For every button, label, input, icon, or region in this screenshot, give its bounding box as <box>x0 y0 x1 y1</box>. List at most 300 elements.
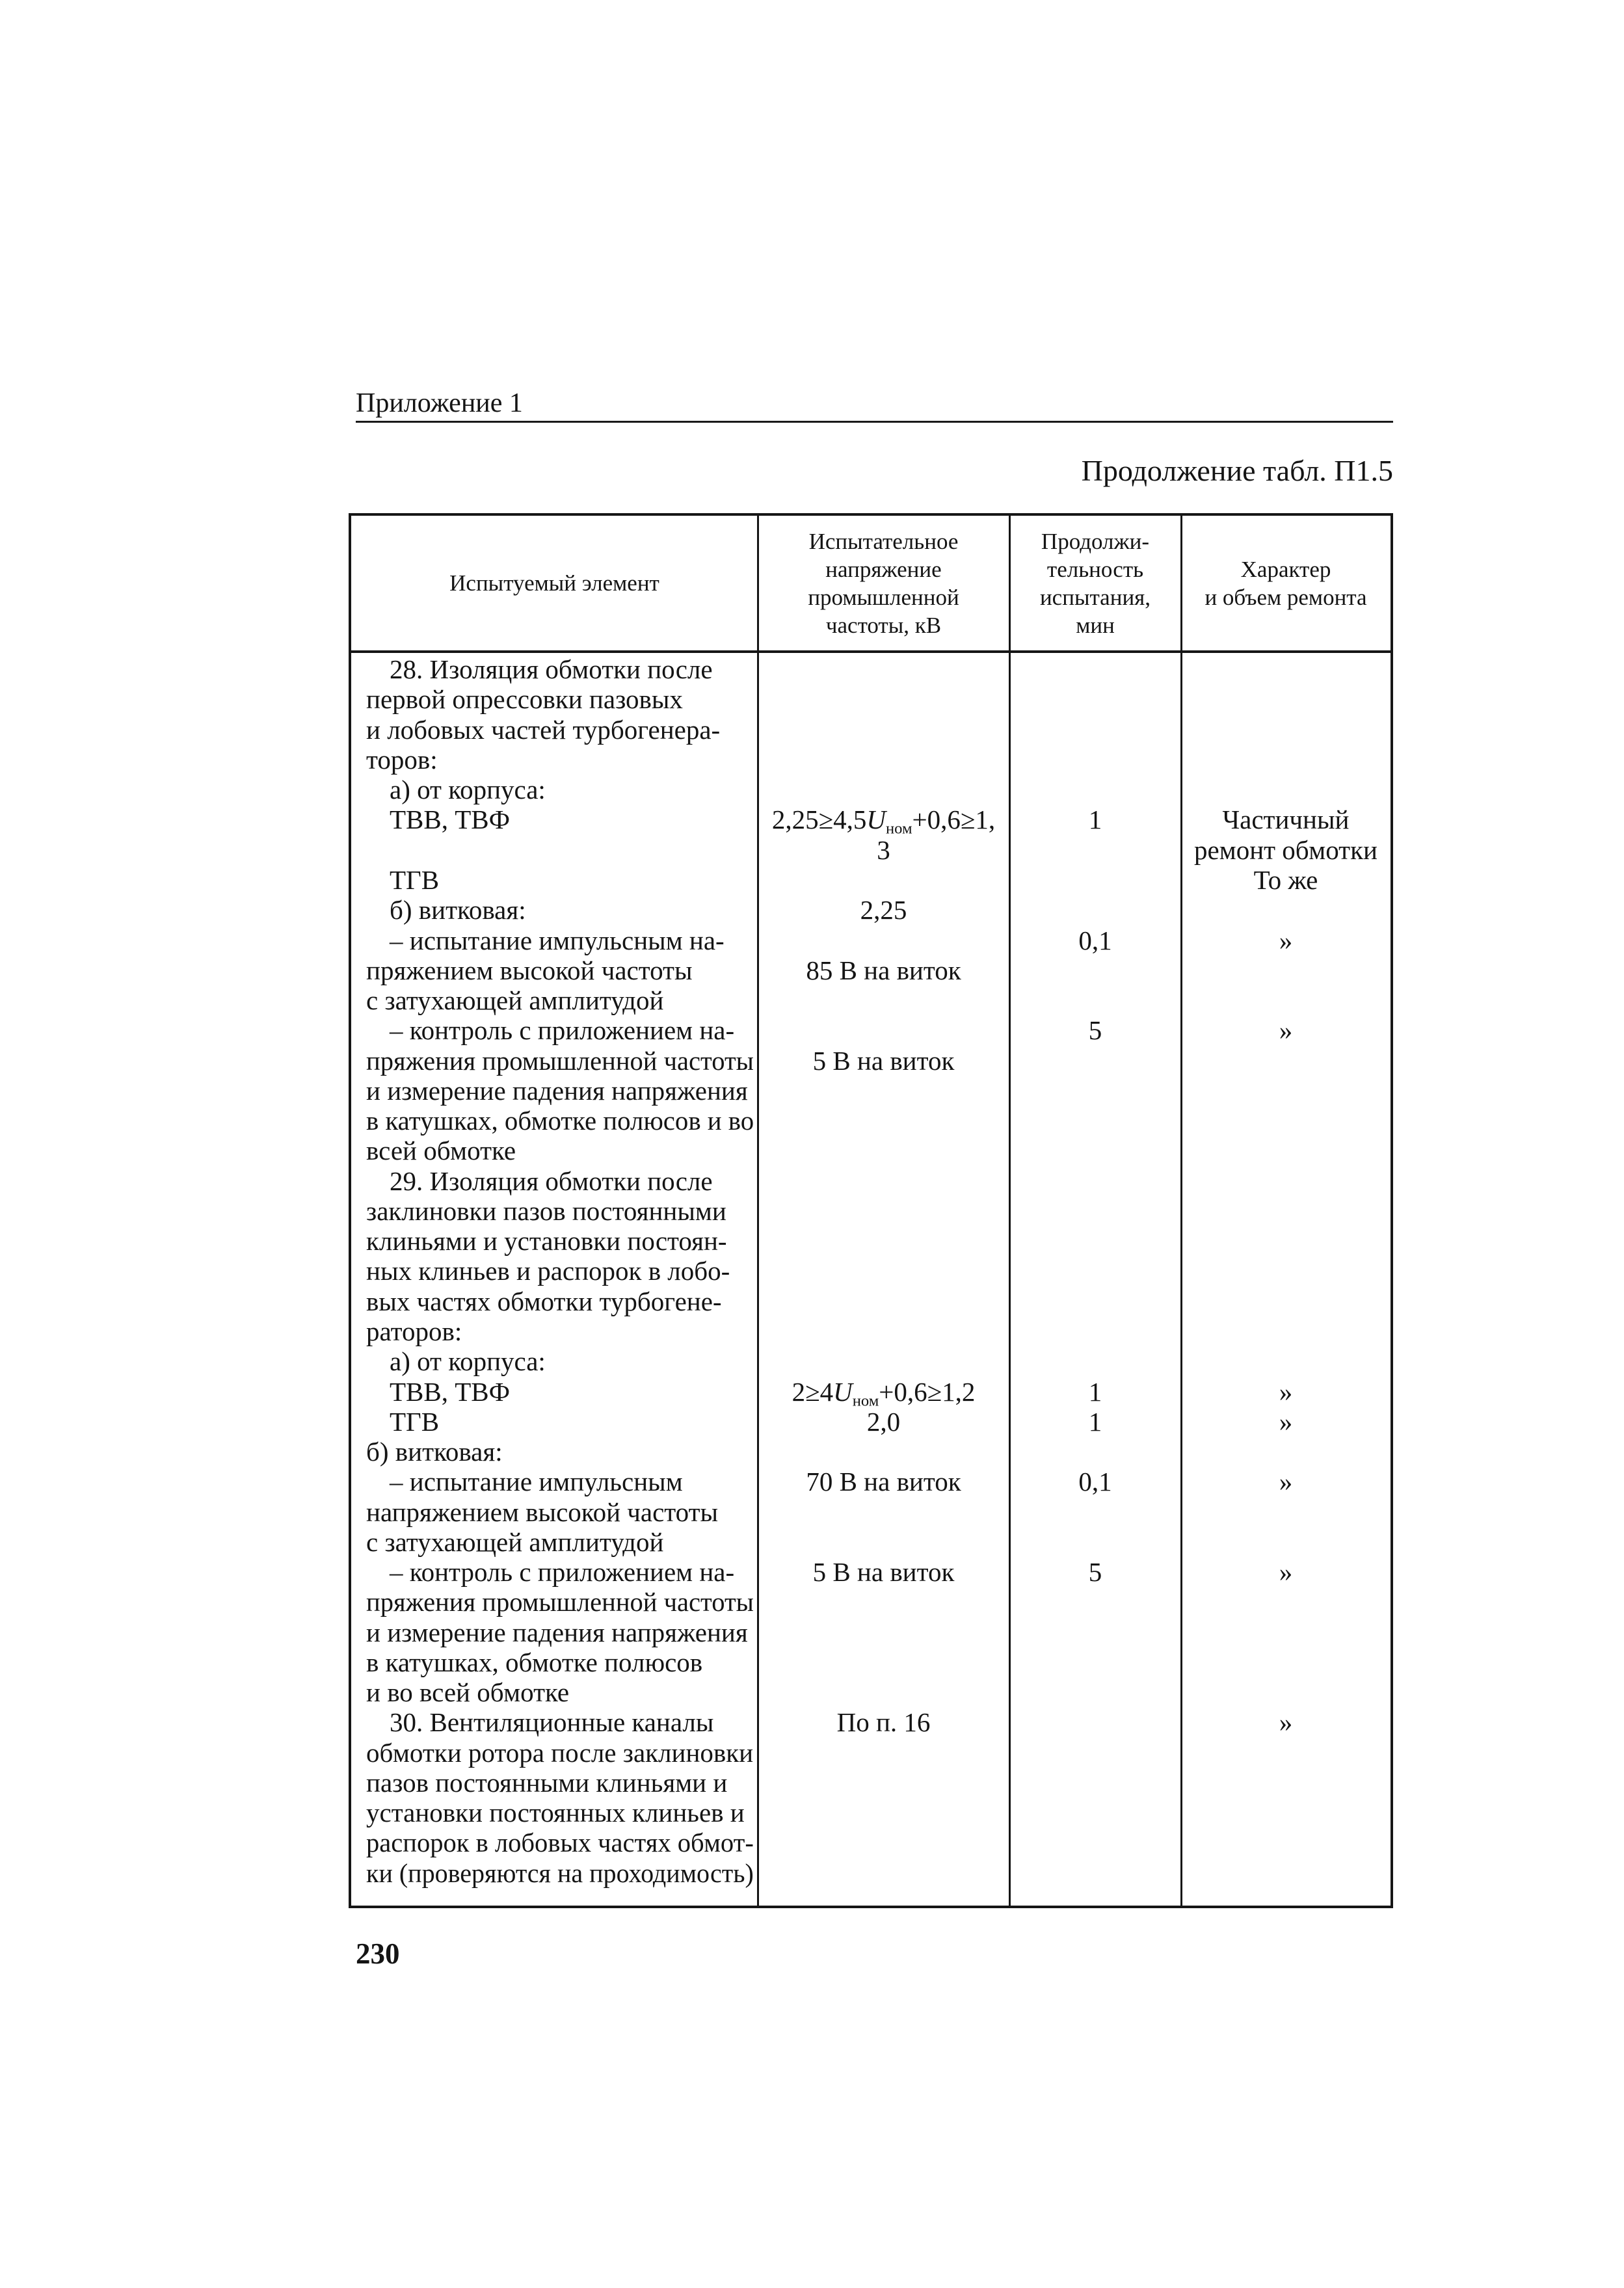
element-cell <box>351 1557 758 1587</box>
voltage-text: 85 В на виток <box>806 955 961 985</box>
table-line <box>351 1858 1391 1888</box>
element-cell <box>351 1738 758 1768</box>
element-text: пряжения промышленной частоты <box>366 1587 754 1617</box>
element-text: пряжения промышленной частоты <box>366 1045 754 1076</box>
header-voltage <box>758 516 1009 650</box>
duration-cell <box>1009 895 1181 925</box>
repair-text: » <box>1279 1406 1293 1437</box>
table-line <box>351 1617 1391 1647</box>
repair-cell <box>1181 1647 1391 1677</box>
element-text: – испытание импульсным <box>390 1467 683 1497</box>
table-header-row <box>351 516 1391 653</box>
voltage-text: 5 В на виток <box>812 1557 955 1588</box>
element-cell <box>351 985 758 1015</box>
table-line <box>351 1076 1391 1106</box>
element-text: заклиновки пазов постоянными <box>366 1195 726 1226</box>
duration-text: 1 <box>1088 1376 1102 1407</box>
duration-text: 1 <box>1088 1406 1102 1437</box>
repair-cell <box>1181 1587 1391 1617</box>
table-line <box>351 1226 1391 1256</box>
table-line <box>351 1768 1391 1798</box>
element-cell <box>351 1497 758 1526</box>
table-line <box>351 775 1391 805</box>
voltage-cell <box>758 1407 1009 1437</box>
duration-cell <box>1009 1136 1181 1165</box>
table-line <box>351 1647 1391 1677</box>
duration-cell <box>1009 684 1181 714</box>
table-line <box>351 1497 1391 1526</box>
repair-cell <box>1181 865 1391 895</box>
duration-cell <box>1009 955 1181 985</box>
duration-cell <box>1009 1376 1181 1406</box>
duration-cell <box>1009 1196 1181 1226</box>
repair-cell <box>1181 1166 1391 1196</box>
element-cell <box>351 715 758 745</box>
voltage-cell <box>758 1196 1009 1226</box>
voltage-cell <box>758 1437 1009 1467</box>
repair-cell <box>1181 1497 1391 1526</box>
voltage-cell <box>758 1798 1009 1828</box>
voltage-text: 5 В на виток <box>812 1045 955 1076</box>
voltage-cell <box>758 1076 1009 1106</box>
table-line <box>351 1256 1391 1286</box>
duration-cell <box>1009 1346 1181 1376</box>
header-line: частоты, кВ <box>825 612 942 638</box>
table-line <box>351 1376 1391 1409</box>
header-rule <box>356 421 1393 423</box>
duration-cell <box>1009 1166 1181 1196</box>
header-line: напряжение <box>825 556 942 582</box>
repair-cell <box>1181 1106 1391 1136</box>
element-cell <box>351 684 758 714</box>
table-line <box>351 1527 1391 1557</box>
element-cell <box>351 1798 758 1828</box>
column-divider <box>757 516 759 1906</box>
element-text: – контроль с приложением на- <box>390 1015 735 1046</box>
element-cell <box>351 1467 758 1497</box>
element-text: с затухающей амплитудой <box>366 1526 664 1557</box>
duration-cell <box>1009 1557 1181 1587</box>
duration-cell <box>1009 1828 1181 1857</box>
duration-cell <box>1009 1798 1181 1828</box>
repair-cell <box>1181 1407 1391 1437</box>
element-text: раторов: <box>366 1316 462 1346</box>
voltage-text: 2,0 <box>866 1406 901 1437</box>
repair-cell <box>1181 745 1391 775</box>
voltage-cell <box>758 684 1009 714</box>
repair-cell <box>1181 1045 1391 1075</box>
voltage-text <box>771 805 996 838</box>
voltage-cell <box>758 1647 1009 1677</box>
voltage-cell <box>758 805 1009 838</box>
voltage-cell <box>758 745 1009 775</box>
voltage-cell <box>758 865 1009 895</box>
element-text: в катушках, обмотке полюсов и во <box>366 1106 754 1136</box>
voltage-cell <box>758 1587 1009 1617</box>
element-cell <box>351 1768 758 1798</box>
table-line <box>351 805 1391 838</box>
duration-cell <box>1009 715 1181 745</box>
element-text: ТВВ, ТВФ <box>390 1376 511 1407</box>
repair-cell <box>1181 1738 1391 1768</box>
voltage-cell <box>758 1226 1009 1256</box>
voltage-cell <box>758 985 1009 1015</box>
voltage-cell <box>758 1738 1009 1768</box>
voltage-cell <box>758 1467 1009 1497</box>
repair-text: То же <box>1253 864 1318 895</box>
repair-cell <box>1181 1768 1391 1798</box>
table-line <box>351 1045 1391 1075</box>
element-cell <box>351 1828 758 1857</box>
element-text: клиньями и установки постоян- <box>366 1226 727 1257</box>
repair-text: » <box>1279 925 1293 955</box>
table-line <box>351 1828 1391 1857</box>
voltage-cell <box>758 1106 1009 1136</box>
element-cell <box>351 1076 758 1106</box>
duration-cell <box>1009 1045 1181 1075</box>
element-cell <box>351 1587 758 1617</box>
element-text: всей обмотке <box>366 1136 516 1166</box>
voltage-cell <box>758 1527 1009 1557</box>
repair-cell <box>1181 955 1391 985</box>
table-line <box>351 715 1391 745</box>
element-text: пряжением высокой частоты <box>366 955 693 985</box>
duration-cell <box>1009 985 1181 1015</box>
header-line: Характер <box>1240 556 1331 582</box>
voltage-cell <box>758 1256 1009 1286</box>
element-text: б) витковая: <box>390 895 526 925</box>
table-line <box>351 1196 1391 1226</box>
header-line: промышленной <box>808 584 959 610</box>
table-line <box>351 1286 1391 1316</box>
duration-cell <box>1009 1076 1181 1106</box>
header-line: испытания, <box>1039 584 1151 610</box>
voltage-cell <box>758 1346 1009 1376</box>
element-cell <box>351 835 758 865</box>
repair-cell <box>1181 1798 1391 1828</box>
table-line <box>351 1738 1391 1768</box>
element-text: ТВВ, ТВФ <box>390 805 511 835</box>
voltage-cell <box>758 1045 1009 1075</box>
element-text: вых частях обмотки турбогене- <box>366 1286 722 1316</box>
table-line <box>351 955 1391 985</box>
table-line <box>351 1407 1391 1437</box>
element-cell <box>351 1166 758 1196</box>
duration-cell <box>1009 805 1181 834</box>
repair-cell <box>1181 1015 1391 1045</box>
voltage-cell <box>758 715 1009 745</box>
repair-cell <box>1181 805 1391 834</box>
element-cell <box>351 745 758 775</box>
element-cell <box>351 775 758 805</box>
duration-cell <box>1009 835 1181 865</box>
page-number: 230 <box>356 1937 400 1970</box>
repair-text: » <box>1279 1376 1293 1407</box>
formula-prefix: 2,25≥4,5 <box>771 805 867 835</box>
element-cell <box>351 1617 758 1647</box>
element-cell <box>351 805 758 834</box>
repair-cell <box>1181 1346 1391 1376</box>
table-line <box>351 684 1391 714</box>
duration-cell <box>1009 775 1181 805</box>
element-text: – контроль с приложением на- <box>390 1557 735 1588</box>
table-line <box>351 1136 1391 1165</box>
element-text: – испытание импульсным на- <box>390 925 725 955</box>
repair-cell <box>1181 684 1391 714</box>
formula-variable: U <box>833 1376 853 1407</box>
table-continuation-caption: Продолжение табл. П1.5 <box>1081 454 1393 487</box>
repair-cell <box>1181 1136 1391 1165</box>
formula-subscript: ном <box>885 819 912 838</box>
repair-text: » <box>1279 1015 1293 1046</box>
element-cell <box>351 1106 758 1136</box>
repair-cell <box>1181 895 1391 925</box>
duration-cell <box>1009 1437 1181 1467</box>
header-repair <box>1181 516 1391 650</box>
test-table <box>349 513 1393 1908</box>
repair-text: » <box>1279 1707 1293 1738</box>
element-text: 29. Изоляция обмотки после <box>390 1165 713 1196</box>
voltage-cell <box>758 1015 1009 1045</box>
element-text: установки постоянных клиньев и <box>366 1798 745 1828</box>
voltage-cell <box>758 1376 1009 1409</box>
repair-cell <box>1181 1196 1391 1226</box>
table-line <box>351 1346 1391 1376</box>
duration-cell <box>1009 1768 1181 1798</box>
column-divider <box>1009 516 1011 1906</box>
duration-cell <box>1009 1316 1181 1346</box>
element-text: в катушках, обмотке полюсов <box>366 1647 703 1677</box>
duration-cell <box>1009 745 1181 775</box>
duration-text: 1 <box>1088 805 1102 835</box>
voltage-cell <box>758 1316 1009 1346</box>
repair-cell <box>1181 1286 1391 1316</box>
table-line <box>351 745 1391 775</box>
element-cell <box>351 1437 758 1467</box>
duration-text: 5 <box>1088 1557 1102 1588</box>
element-cell <box>351 1226 758 1256</box>
element-text: 28. Изоляция обмотки после <box>390 654 713 685</box>
duration-text: 5 <box>1088 1015 1102 1046</box>
repair-text: » <box>1279 1557 1293 1588</box>
duration-cell <box>1009 1527 1181 1557</box>
duration-cell <box>1009 925 1181 955</box>
voltage-cell <box>758 955 1009 985</box>
table-line <box>351 1587 1391 1617</box>
element-text: б) витковая: <box>366 1437 503 1467</box>
repair-cell <box>1181 775 1391 805</box>
table-line <box>351 1467 1391 1497</box>
table-line <box>351 895 1391 925</box>
voltage-text: 70 В на виток <box>806 1467 961 1497</box>
table-body <box>351 653 1391 1888</box>
table-line <box>351 1437 1391 1467</box>
duration-cell <box>1009 1677 1181 1707</box>
repair-cell <box>1181 1858 1391 1888</box>
element-cell <box>351 1527 758 1557</box>
voltage-cell <box>758 1828 1009 1857</box>
voltage-text: 3 <box>877 834 890 865</box>
element-cell <box>351 654 758 684</box>
table-line <box>351 985 1391 1015</box>
table-line <box>351 865 1391 895</box>
duration-cell <box>1009 1858 1181 1888</box>
appendix-label: Приложение 1 <box>356 388 523 418</box>
duration-text: 0,1 <box>1078 1467 1112 1497</box>
element-text: а) от корпуса: <box>390 775 546 805</box>
repair-cell <box>1181 925 1391 955</box>
element-text: и измерение падения напряжения <box>366 1617 748 1647</box>
repair-cell <box>1181 1316 1391 1346</box>
repair-cell <box>1181 1467 1391 1497</box>
repair-cell <box>1181 1527 1391 1557</box>
voltage-text: По п. 16 <box>836 1707 931 1738</box>
element-cell <box>351 865 758 895</box>
voltage-cell <box>758 1497 1009 1526</box>
voltage-cell <box>758 775 1009 805</box>
duration-cell <box>1009 1587 1181 1617</box>
voltage-cell <box>758 1286 1009 1316</box>
element-text: торов: <box>366 744 438 775</box>
repair-cell <box>1181 1076 1391 1106</box>
formula-suffix: +0,6≥1,2 <box>879 1376 976 1407</box>
formula-prefix: 2≥4 <box>792 1376 834 1407</box>
repair-cell <box>1181 1557 1391 1587</box>
duration-cell <box>1009 865 1181 895</box>
element-cell <box>351 1015 758 1045</box>
element-text: обмотки ротора после заклиновки <box>366 1737 754 1768</box>
voltage-text: 2,25 <box>860 895 907 925</box>
duration-text: 0,1 <box>1078 925 1112 955</box>
duration-cell <box>1009 1286 1181 1316</box>
voltage-cell <box>758 1166 1009 1196</box>
table-line <box>351 1707 1391 1737</box>
element-cell <box>351 895 758 925</box>
voltage-cell <box>758 1768 1009 1798</box>
voltage-cell <box>758 835 1009 865</box>
duration-cell <box>1009 1467 1181 1497</box>
duration-cell <box>1009 1647 1181 1677</box>
duration-cell <box>1009 1738 1181 1768</box>
element-cell <box>351 1045 758 1075</box>
header-line: Испытательное <box>808 528 959 554</box>
header-line: и объем ремонта <box>1205 584 1367 610</box>
repair-cell <box>1181 1677 1391 1707</box>
element-text: ТГВ <box>390 864 440 895</box>
repair-text: » <box>1279 1467 1293 1497</box>
voltage-cell <box>758 1617 1009 1647</box>
element-cell <box>351 1136 758 1165</box>
table-line <box>351 654 1391 684</box>
element-cell <box>351 1376 758 1406</box>
duration-cell <box>1009 1106 1181 1136</box>
voltage-text <box>792 1377 976 1407</box>
repair-cell <box>1181 654 1391 684</box>
table-line <box>351 835 1391 865</box>
table-line <box>351 1166 1391 1196</box>
repair-text: ремонт обмотки <box>1194 834 1378 865</box>
element-cell <box>351 1707 758 1737</box>
repair-cell <box>1181 1707 1391 1737</box>
duration-cell <box>1009 1407 1181 1437</box>
column-divider <box>1180 516 1182 1906</box>
element-text: а) от корпуса: <box>390 1346 546 1377</box>
element-text: и измерение падения напряжения <box>366 1075 748 1106</box>
element-text: с затухающей амплитудой <box>366 985 664 1016</box>
voltage-cell <box>758 925 1009 955</box>
element-cell <box>351 1858 758 1888</box>
repair-cell <box>1181 1617 1391 1647</box>
repair-text: Частичный <box>1222 805 1350 835</box>
duration-cell <box>1009 654 1181 684</box>
header-line: Испытуемый элемент <box>449 570 659 596</box>
element-text: первой опрессовки пазовых <box>366 684 683 715</box>
header-line: мин <box>1076 612 1115 638</box>
element-cell <box>351 1286 758 1316</box>
duration-cell <box>1009 1256 1181 1286</box>
repair-cell <box>1181 1256 1391 1286</box>
table-line <box>351 1557 1391 1587</box>
header-line: тельность <box>1046 556 1144 582</box>
header-duration <box>1009 516 1181 650</box>
repair-cell <box>1181 985 1391 1015</box>
repair-cell <box>1181 1226 1391 1256</box>
repair-cell <box>1181 715 1391 745</box>
repair-cell <box>1181 1376 1391 1406</box>
header-element <box>351 516 758 650</box>
element-text: напряжением высокой частоты <box>366 1497 719 1527</box>
voltage-cell <box>758 1677 1009 1707</box>
voltage-cell <box>758 1707 1009 1737</box>
duration-cell <box>1009 1497 1181 1526</box>
table-line <box>351 1677 1391 1707</box>
duration-cell <box>1009 1707 1181 1737</box>
repair-cell <box>1181 835 1391 865</box>
duration-cell <box>1009 1226 1181 1256</box>
element-cell <box>351 1407 758 1437</box>
element-text: и лобовых частей турбогенера- <box>366 714 721 745</box>
table-line <box>351 1798 1391 1828</box>
element-cell <box>351 1677 758 1707</box>
element-cell <box>351 1196 758 1226</box>
header-line: Продолжи- <box>1041 528 1150 554</box>
element-text: распорок в лобовых частях обмот- <box>366 1828 754 1858</box>
element-cell <box>351 1316 758 1346</box>
element-text: 30. Вентиляционные каналы <box>390 1707 714 1738</box>
voltage-cell <box>758 1557 1009 1587</box>
element-cell <box>351 955 758 985</box>
table-line <box>351 1106 1391 1136</box>
voltage-cell <box>758 1858 1009 1888</box>
element-text: ки (проверяются на проходимость) <box>366 1857 754 1888</box>
table-line <box>351 925 1391 955</box>
duration-cell <box>1009 1617 1181 1647</box>
table-line <box>351 1015 1391 1045</box>
element-text: ТГВ <box>390 1406 440 1437</box>
formula-subscript: ном <box>852 1391 879 1409</box>
voltage-cell <box>758 895 1009 925</box>
repair-cell <box>1181 1828 1391 1857</box>
voltage-cell <box>758 654 1009 684</box>
repair-cell <box>1181 1437 1391 1467</box>
element-text: ных клиньев и распорок в лобо- <box>366 1256 730 1286</box>
voltage-cell <box>758 1136 1009 1165</box>
formula-suffix: +0,6≥1, <box>912 805 996 835</box>
table-line <box>351 1316 1391 1346</box>
element-cell <box>351 1256 758 1286</box>
element-text: и во всей обмотке <box>366 1677 570 1708</box>
element-cell <box>351 925 758 955</box>
